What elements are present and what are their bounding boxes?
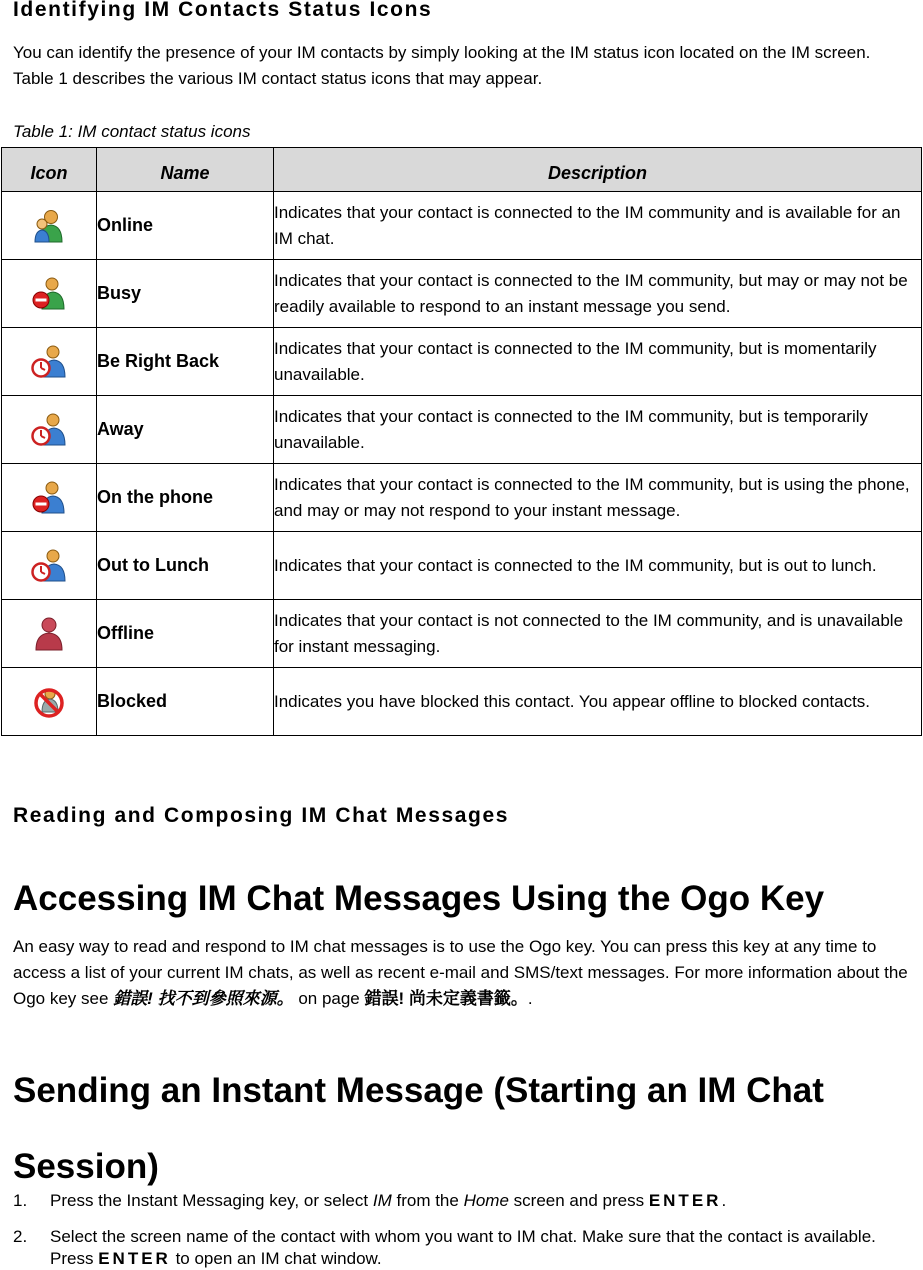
page-title-sending-im-cont: Session) [13, 1147, 159, 1186]
status-name: On the phone [97, 464, 274, 532]
status-description: Indicates that your contact is connected to the IM community, but is momentarily unavailable. [274, 328, 922, 396]
steps-list [13, 1190, 900, 1270]
status-description: Indicates that your contact is connected to the IM community, but may or may not be readily available to respond to an instant message you send. [274, 260, 922, 328]
table-row [2, 600, 922, 668]
header-icon: Icon [2, 148, 97, 192]
table-caption: Table 1: IM contact status icons [13, 122, 251, 141]
status-name: Out to Lunch [97, 532, 274, 600]
status-description: Indicates that your contact is connected to the IM community, but is using the phone, and may or may not respond to your instant message. [274, 464, 922, 532]
table-row [2, 464, 922, 532]
status-description: Indicates that your contact is connected to the IM community, but is temporarily unavailable. [274, 396, 922, 464]
header-description: Description [274, 148, 922, 192]
away-contact-icon [29, 410, 69, 450]
out-to-lunch-contact-icon [29, 546, 69, 586]
broken-bookmark: 錯誤! 尚未定義書籤。 [364, 989, 528, 1008]
table-row [2, 192, 922, 260]
table-row [2, 532, 922, 600]
section-heading-status-icons: Identifying IM Contacts Status Icons [13, 0, 433, 21]
busy-contact-icon [29, 274, 69, 314]
status-name: Away [97, 396, 274, 464]
be-right-back-contact-icon [29, 342, 69, 382]
list-item: 2. Select the screen name of the contact with whom you want to IM chat. Make sure that the contact is available. Press ENTER to open an IM chat window. [13, 1227, 876, 1268]
broken-reference: 錯誤! 找不到參照來源。 [113, 989, 294, 1008]
status-icons-table [1, 147, 922, 736]
enter-key: ENTER [98, 1249, 171, 1268]
status-description: Indicates that your contact is not connected to the IM community, and is unavailable for instant messaging. [274, 600, 922, 668]
status-name: Busy [97, 260, 274, 328]
online-contact-icon [29, 206, 69, 246]
status-description: Indicates that your contact is connected to the IM community, but is out to lunch. [274, 532, 922, 600]
page-title-sending-im: Sending an Instant Message (Starting an IM Chat [13, 1071, 824, 1110]
status-name: Offline [97, 600, 274, 668]
status-icons-intro: You can identify the presence of your IM contacts by simply looking at the IM status icon located on the IM screen. Table 1 describes the various IM contact status icons that may appear. [13, 43, 871, 88]
table-row [2, 328, 922, 396]
ogo-key-paragraph: An easy way to read and respond to IM chat messages is to use the Ogo key. You can press this key at any time to access a list of your current IM chats, as well as recent e-mail and SMS/text messages. For more information about the Ogo key see 錯誤! 找不到參照來源。 on page 錯誤! 尚未定義書籤。. [13, 937, 908, 1008]
table-header-row [2, 148, 922, 192]
status-name: Online [97, 192, 274, 260]
blocked-contact-icon [29, 682, 69, 722]
status-description: Indicates that your contact is connected to the IM community and is available for an IM chat. [274, 192, 922, 260]
enter-key: ENTER [648, 1191, 722, 1210]
status-name: Be Right Back [97, 328, 274, 396]
page-title-accessing-im: Accessing IM Chat Messages Using the Ogo Key [13, 879, 825, 918]
table-row [2, 396, 922, 464]
offline-contact-icon [29, 614, 69, 654]
list-item: 1. Press the Instant Messaging key, or select IM from the Home screen and press ENTER. [13, 1191, 727, 1210]
on-the-phone-contact-icon [29, 478, 69, 518]
section-heading-reading-composing: Reading and Composing IM Chat Messages [13, 804, 510, 827]
status-description: Indicates you have blocked this contact. You appear offline to blocked contacts. [274, 668, 922, 736]
table-row [2, 668, 922, 736]
status-name: Blocked [97, 668, 274, 736]
header-name: Name [97, 148, 274, 192]
table-row [2, 260, 922, 328]
